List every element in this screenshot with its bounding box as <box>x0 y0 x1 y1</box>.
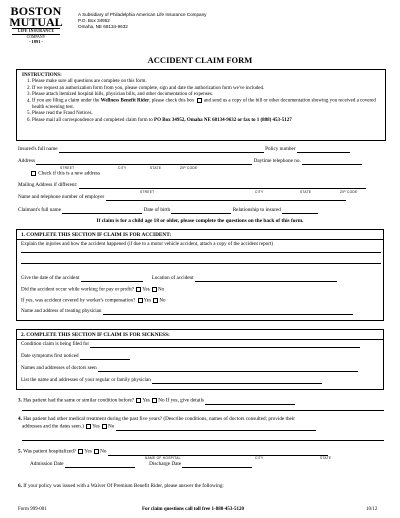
new-address-label: Check if this is a new address <box>38 170 100 177</box>
claimant-name-field[interactable] <box>62 208 142 214</box>
insured-name-field[interactable] <box>59 147 264 153</box>
q4-yes-label: Yes <box>92 423 100 430</box>
company-logo <box>8 6 64 46</box>
work-yes-label: Yes <box>142 286 150 293</box>
instruction-text: If you are filing a claim under the <box>32 98 101 104</box>
section-sickness <box>16 329 384 390</box>
new-address-checkbox[interactable] <box>31 171 36 176</box>
q3-yes-label: Yes <box>142 397 150 404</box>
instruction-text: , please check this box <box>149 98 195 104</box>
instruction-text: documentation showing you received a covered health screening test. <box>32 98 376 111</box>
q6-number: 6. <box>18 483 22 489</box>
location-label: Location of accident <box>151 275 194 282</box>
footer-claims-phone: For claim questions call toll free 1-888-453-5120 <box>142 507 245 512</box>
work-yes-checkbox[interactable] <box>136 287 141 292</box>
q5-no-checkbox[interactable] <box>94 449 99 454</box>
doctors-row <box>21 366 381 372</box>
hospital-field[interactable] <box>108 450 328 456</box>
physician-row <box>21 309 381 315</box>
comp-no-label: No <box>159 297 166 304</box>
accident-date-field[interactable] <box>81 276 143 282</box>
policy-number-field[interactable] <box>297 147 350 153</box>
mailing-address-field[interactable] <box>79 183 366 189</box>
q5-no-label: No <box>100 448 107 455</box>
q4-label-2: addresses and the dates seen.) <box>22 423 84 430</box>
child-claim-note: If claim is for a child age 18 or older, please complete the questions on the back of this form. <box>96 218 304 224</box>
comp-yes-label: Yes <box>143 297 152 304</box>
q4-yes-checkbox[interactable] <box>86 424 91 429</box>
relationship-field[interactable] <box>282 208 318 214</box>
q3-no-checkbox[interactable] <box>152 398 157 403</box>
work-no-label: No <box>158 286 165 293</box>
section-sickness-title: 2. COMPLETE THIS SECTION IF CLAIM IS FOR SICKNESS: <box>17 330 383 340</box>
doctors-field[interactable] <box>98 366 358 372</box>
instruction-item <box>32 98 380 111</box>
q4-no-label: No <box>107 423 115 430</box>
company-pobox: P.O. Box 34952 <box>78 18 110 23</box>
instructions-list <box>22 79 380 124</box>
explain-line-2[interactable] <box>21 263 381 264</box>
regular-physician-row <box>21 378 381 384</box>
admission-row <box>30 462 396 468</box>
q5-yes-checkbox[interactable] <box>78 449 83 454</box>
address-sub-zip: ZIP CODE <box>180 166 198 170</box>
instruction-text: Please mail all correspondence and completed claim form to <box>32 117 155 123</box>
q3-details-field[interactable] <box>205 399 295 405</box>
instruction-item <box>32 118 380 124</box>
wellness-rider-label: Wellness Benefit Rider <box>100 98 150 104</box>
logo-line-4: COMPANY <box>26 34 46 39</box>
logo-line-3: LIFE INSURANCE <box>12 28 60 35</box>
symptoms-label: Date symptoms first noticed <box>21 353 79 360</box>
admission-label: Admission Date <box>30 461 64 468</box>
address-row <box>18 159 384 165</box>
employer-row <box>18 195 384 201</box>
q4-details-line[interactable] <box>22 440 384 441</box>
symptoms-field[interactable] <box>80 354 130 360</box>
daytime-phone-field[interactable] <box>302 159 362 165</box>
physician-field[interactable] <box>103 309 353 315</box>
q4-details-field[interactable] <box>116 425 316 431</box>
q4-row <box>18 417 384 423</box>
instructions-box <box>16 69 386 141</box>
q5-number: 5. <box>18 448 22 455</box>
footer-date: 10/12 <box>366 507 378 512</box>
section-accident <box>16 229 384 321</box>
logo-line-5: - 1891 - <box>28 39 44 44</box>
q3-label: Has patient had the same or similar condition before? <box>23 397 135 404</box>
employer-field[interactable] <box>106 195 346 201</box>
q3-details-line[interactable] <box>22 410 384 411</box>
employer-label: Name and telephone number of employer <box>18 194 105 201</box>
accident-date-label: Give the date of the accident <box>21 275 80 282</box>
location-field[interactable] <box>195 276 337 282</box>
company-address <box>78 12 206 30</box>
claimant-name-label: Claimant's full name <box>18 207 62 214</box>
address-sub-state: STATE <box>150 166 162 170</box>
physician-label: Name and address of treating physician <box>21 308 102 315</box>
insured-name-row <box>18 147 384 153</box>
address-label: Address <box>18 158 36 165</box>
comp-question-row <box>21 298 381 305</box>
condition-row <box>21 342 381 348</box>
instruction-item: 1. Please make sure all questions are complete on this form. <box>32 79 380 85</box>
logo-line-1: BOSTON <box>10 4 62 18</box>
q5-yes-label: Yes <box>84 448 92 455</box>
q3-row <box>18 398 384 405</box>
q6-label: If your policy was issued with a Waiver Of Premium Benefit Rider, please answer the following: <box>23 483 224 489</box>
q4-number: 4. <box>18 416 22 422</box>
q5-label: Was patient hospitalized? <box>23 448 76 455</box>
dob-field[interactable] <box>171 208 231 214</box>
q6-row <box>18 484 384 490</box>
instructions-heading: INSTRUCTIONS: <box>22 73 62 78</box>
policy-number-label: Policy number <box>265 146 296 153</box>
instruction-item: 3. Please attach itemized hospital bills, physician bills, and other documentation of expenses. <box>32 92 380 98</box>
q3-number: 3. <box>18 397 22 404</box>
comp-yes-checkbox[interactable] <box>138 298 143 303</box>
regular-physician-label: List the name and addresses of your regular or family physician <box>21 377 151 384</box>
instruction-text: and send us a copy of the bill or other <box>202 98 280 104</box>
page-title: ACCIDENT CLAIM FORM <box>147 55 253 65</box>
hospital-sub-city: CITY <box>255 456 264 460</box>
q4-label: Has patient had other medical treatment during the past five years? (Describe conditions, names of doctors consulted; provide their <box>23 416 296 422</box>
condition-label: Condition claim is being filed for <box>21 341 90 348</box>
condition-field[interactable] <box>90 342 360 348</box>
new-address-row <box>30 171 396 178</box>
work-question-label: Did the accident occur while working for pay or profit? <box>21 286 135 293</box>
address-sub-street: STREET <box>60 166 75 170</box>
explain-line-1[interactable] <box>21 252 381 253</box>
mailing-address-row <box>18 183 384 189</box>
logo-line-2: MUTUAL <box>9 15 63 29</box>
daytime-phone-label: Daytime telephone no. <box>253 158 301 165</box>
company-subsidiary: A Subsidiary of Philadelphia American Life Insurance Company <box>78 12 207 17</box>
insured-name-label: Insured's full name <box>18 146 58 153</box>
symptoms-row <box>21 354 381 360</box>
section-accident-title: 1. COMPLETE THIS SECTION IF CLAIM IS FOR ACCIDENT: <box>17 230 383 240</box>
wellness-checkbox[interactable] <box>197 98 202 103</box>
explain-label: Explain the injuries and how the accident happened (if due to a motor vehicle accident, attach a copy of the accident report) <box>21 241 274 247</box>
q4-row-2 <box>22 424 388 431</box>
footer-form-number: Form 999-001 <box>18 507 47 512</box>
q3-no-label: No If yes, give details <box>158 397 204 404</box>
admission-field[interactable] <box>65 462 135 468</box>
claimant-row <box>18 208 384 214</box>
comp-question-label: If yes, was accident covered by worker's compensation? <box>21 297 136 304</box>
relationship-label: Relationship to insured <box>232 207 281 214</box>
mailing-address-bold: PO Box 34952, Omaha NE 68134-9632 or fax to 1 (888) 453-5127 <box>154 117 292 123</box>
mailing-address-label: Mailing Address if different: <box>18 182 78 189</box>
discharge-field[interactable] <box>182 462 252 468</box>
work-question-row <box>21 287 381 294</box>
hospital-sub-state: STATE <box>320 456 332 460</box>
mailing-sub-street: STREET <box>140 190 155 194</box>
regular-physician-field[interactable] <box>152 378 322 384</box>
work-no-checkbox[interactable] <box>152 287 157 292</box>
hospital-sub-name: NAME OF HOSPITAL <box>145 456 181 460</box>
instruction-item: 5. Please read the Fraud Notices. <box>32 111 380 117</box>
mailing-sub-city: CITY <box>255 190 264 194</box>
comp-no-checkbox[interactable] <box>153 298 158 303</box>
instruction-item: 2. If we request an authorization form from you, please complete, sign and date the authorization form we've included. <box>32 86 380 92</box>
accident-date-row <box>21 276 381 282</box>
q5-row <box>18 449 384 456</box>
address-sub-city: CITY <box>118 166 127 170</box>
q4-no-checkbox[interactable] <box>102 424 107 429</box>
mailing-sub-zip: ZIP CODE <box>340 190 358 194</box>
dob-label: Date of birth <box>143 207 171 214</box>
discharge-label: Discharge Date <box>149 461 182 468</box>
q3-yes-checkbox[interactable] <box>136 398 141 403</box>
company-city: Omaha, NE 68134-9632 <box>78 24 128 29</box>
address-field[interactable] <box>36 159 252 165</box>
mailing-sub-state: STATE <box>300 190 312 194</box>
doctors-label: Names and addresses of doctors seen <box>21 365 97 372</box>
